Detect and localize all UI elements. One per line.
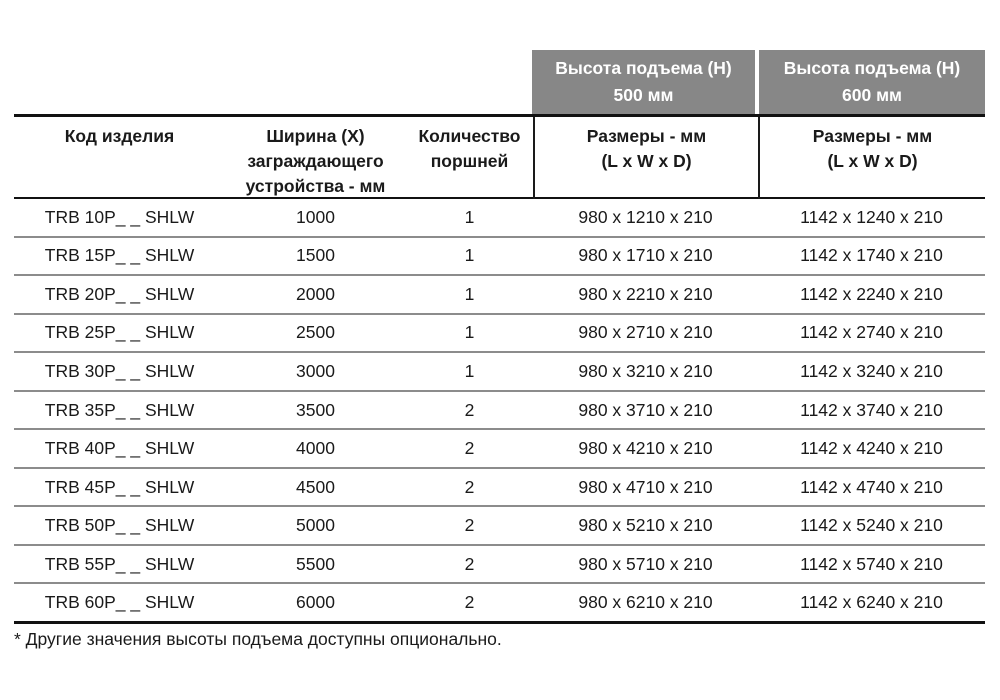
footnote: * Другие значения высоты подъема доступны опционально.: [14, 629, 502, 649]
cell-width: 4500: [296, 476, 335, 497]
cell-pistons: 1: [464, 283, 475, 304]
cell-width: 5500: [296, 553, 335, 574]
table-row: [14, 353, 985, 392]
cell-dims500: 980 x 3710 x 210: [578, 399, 713, 420]
cell-dims500: 980 x 3210 x 210: [578, 360, 713, 381]
cell-pistons: 2: [464, 592, 475, 613]
cell-code: TRB 45P_ _ SHLW: [44, 476, 195, 497]
cell-dims600: 1142 x 3740 x 210: [800, 399, 943, 420]
product-spec-table: [14, 114, 985, 624]
table-row: [14, 507, 985, 546]
table-row: [14, 315, 985, 354]
table-row: [14, 546, 985, 585]
table-row: [14, 430, 985, 469]
cell-width: 1500: [296, 245, 335, 266]
cell-dims600: 1142 x 4740 x 210: [800, 476, 943, 497]
cell-width: 2000: [296, 283, 335, 304]
table-row: [14, 392, 985, 431]
table-row: [14, 584, 985, 621]
cell-dims600: 1142 x 5740 x 210: [800, 553, 943, 574]
cell-code: TRB 10P_ _ SHLW: [44, 206, 195, 227]
cell-pistons: 2: [464, 553, 475, 574]
cell-dims600: 1142 x 6240 x 210: [800, 592, 943, 613]
cell-width: 6000: [296, 592, 335, 613]
table-row: [14, 276, 985, 315]
cell-pistons: 1: [464, 206, 475, 227]
lift-height-600-header: [759, 50, 985, 114]
cell-dims600: 1142 x 2240 x 210: [800, 283, 943, 304]
cell-dims500: 980 x 6210 x 210: [578, 592, 713, 613]
cell-pistons: 1: [464, 245, 475, 266]
cell-dims600: 1142 x 4240 x 210: [800, 438, 943, 459]
cell-code: TRB 15P_ _ SHLW: [44, 245, 195, 266]
header-dimensions-500: Размеры - мм (L x W x D): [533, 117, 758, 199]
cell-code: TRB 55P_ _ SHLW: [44, 553, 195, 574]
cell-code: TRB 50P_ _ SHLW: [44, 515, 195, 536]
cell-code: TRB 40P_ _ SHLW: [44, 438, 195, 459]
cell-pistons: 2: [464, 399, 475, 420]
cell-dims500: 980 x 1710 x 210: [578, 245, 713, 266]
cell-dims500: 980 x 4710 x 210: [578, 476, 713, 497]
cell-dims500: 980 x 5210 x 210: [578, 515, 713, 536]
cell-dims500: 980 x 2210 x 210: [578, 283, 713, 304]
cell-width: 1000: [296, 206, 335, 227]
header-product-code: Код изделия: [64, 126, 175, 146]
cell-dims500: 980 x 2710 x 210: [578, 322, 713, 343]
cell-width: 4000: [296, 438, 335, 459]
table-body: [14, 199, 985, 624]
cell-dims500: 980 x 5710 x 210: [578, 553, 713, 574]
header-dimensions-600: Размеры - мм (L x W x D): [758, 117, 985, 199]
lift-height-600-line1: Высота подъема (H): [783, 58, 961, 78]
cell-code: TRB 25P_ _ SHLW: [44, 322, 195, 343]
cell-code: TRB 35P_ _ SHLW: [44, 399, 195, 420]
table-header-row: [14, 117, 985, 199]
table-row: [14, 238, 985, 277]
cell-pistons: 2: [464, 515, 475, 536]
cell-dims500: 980 x 1210 x 210: [578, 206, 713, 227]
cell-code: TRB 60P_ _ SHLW: [44, 592, 195, 613]
lift-height-500-header: [532, 50, 755, 114]
cell-width: 3000: [296, 360, 335, 381]
lift-height-500-line1: Высота подъема (H): [555, 58, 732, 78]
cell-dims600: 1142 x 2740 x 210: [800, 322, 943, 343]
cell-pistons: 2: [464, 476, 475, 497]
cell-width: 5000: [296, 515, 335, 536]
header-piston-count: Количество поршней: [418, 126, 521, 171]
lift-height-500-line2: 500 мм: [613, 85, 674, 105]
table-row: [14, 199, 985, 238]
table-row: [14, 469, 985, 508]
header-barrier-width: Ширина (X) заграждающего устройства - мм: [245, 126, 386, 196]
cell-dims600: 1142 x 3240 x 210: [800, 360, 943, 381]
cell-width: 2500: [296, 322, 335, 343]
cell-width: 3500: [296, 399, 335, 420]
cell-code: TRB 30P_ _ SHLW: [44, 360, 195, 381]
lift-height-600-line2: 600 мм: [842, 85, 902, 105]
cell-dims600: 1142 x 1740 x 210: [800, 245, 943, 266]
cell-dims600: 1142 x 1240 x 210: [800, 206, 943, 227]
cell-pistons: 2: [464, 438, 475, 459]
cell-pistons: 1: [464, 360, 475, 381]
cell-dims500: 980 x 4210 x 210: [578, 438, 713, 459]
cell-pistons: 1: [464, 322, 475, 343]
cell-dims600: 1142 x 5240 x 210: [800, 515, 943, 536]
cell-code: TRB 20P_ _ SHLW: [44, 283, 195, 304]
